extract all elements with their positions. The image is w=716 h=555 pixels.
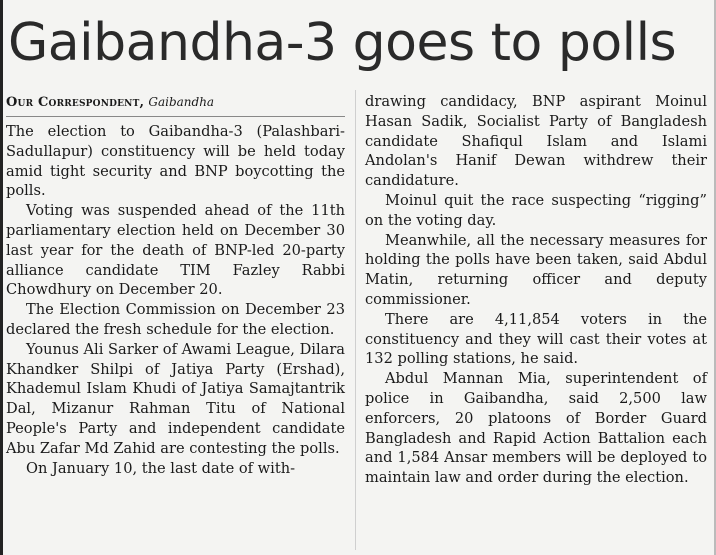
- byline-place: Gaibandha: [148, 95, 215, 109]
- article-column-left: [6, 92, 345, 478]
- paragraph: Voting was suspended ahead of the 11th parliamentary election held on December 30 last year for the death of BNP-led 20-party alliance candidate TIM Fazley Rabbi Chowdhury on December 20.: [6, 202, 345, 299]
- left-border-rule: [0, 0, 3, 555]
- headline: Gaibandha-3 goes to polls: [8, 13, 677, 73]
- byline-author: Our Correspondent,: [6, 95, 145, 110]
- byline: [6, 92, 345, 117]
- paragraph: Abdul Mannan Mia, superintendent of police in Gaibandha, said 2,500 law enforcers, 20 platoons of Border Guard Bangladesh and Rapid Action Battalion each and 1,584 Ansar members will be deployed to maintain law and order during the election.: [365, 370, 707, 487]
- paragraph: Younus Ali Sarker of Awami League, Dilara Khandker Shilpi of Jatiya Party (Ershad), Khademul Islam Khudi of Jatiya Samajtantrik Dal, Mizanur Rahman Titu of National People's Party and independent candidate Abu Zafar Md Zahid are contesting the polls.: [6, 340, 345, 457]
- paragraph: The Election Commission on December 23 declared the fresh schedule for the election.: [6, 301, 345, 338]
- paragraph: Moinul quit the race suspecting “rigging” on the voting day.: [365, 191, 707, 229]
- article-column-right: [365, 92, 707, 488]
- paragraph: Meanwhile, all the necessary measures for holding the polls have been taken, said Abdul Matin, returning officer and deputy commissioner.: [365, 231, 707, 308]
- paragraph: On January 10, the last date of with-: [26, 459, 296, 477]
- column-divider: [355, 90, 356, 550]
- paragraph: The election to Gaibandha-3 (Palashbari-Sadullapur) constituency will be held today amid tight security and BNP boycotting the polls.: [6, 123, 345, 200]
- paragraph: There are 4,11,854 voters in the constituency and they will cast their votes at 132 polling stations, he said.: [365, 310, 707, 368]
- paragraph: drawing candidacy, BNP aspirant Moinul Hasan Sadik, Socialist Party of Bangladesh candidate Shafiqul Islam and Islami Andolan's Hanif Dewan withdrew their candidature.: [365, 93, 707, 190]
